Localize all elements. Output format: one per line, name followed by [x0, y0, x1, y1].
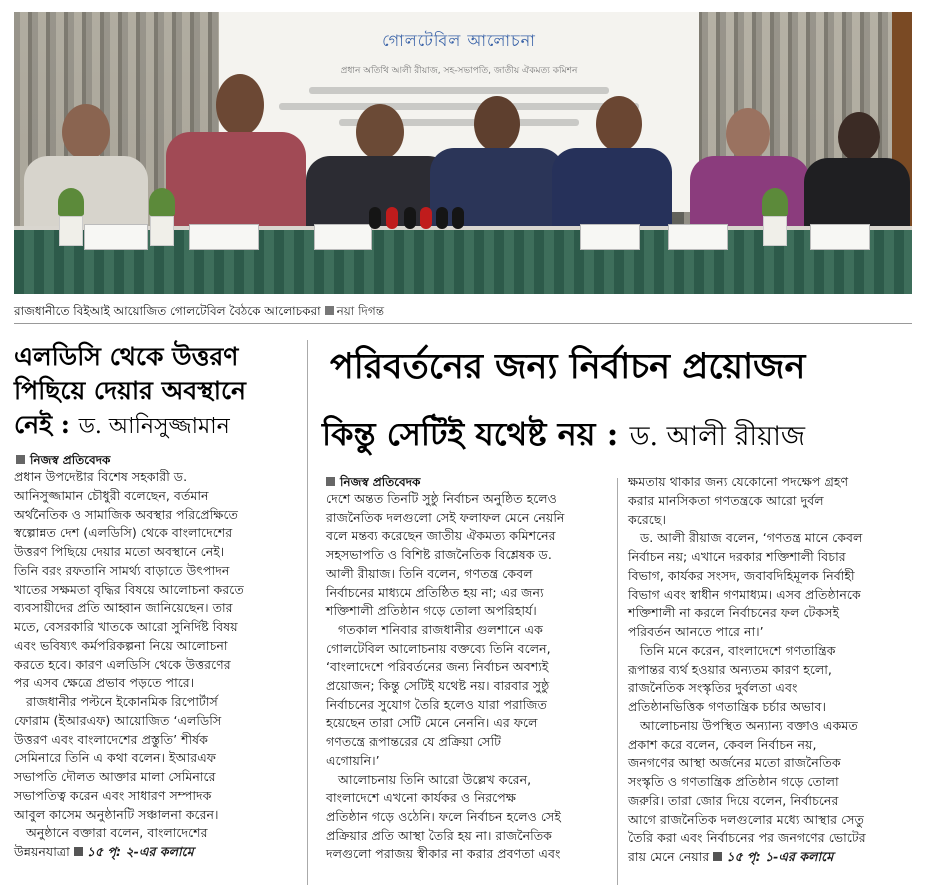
- body-text-line: পর এসব ক্ষেত্রে প্রভাব পড়তে পারে।: [14, 675, 195, 691]
- byline-text: নিজস্ব প্রতিবেদক: [30, 453, 111, 467]
- banner-title: গোলটেবিল আলোচনা: [382, 31, 536, 50]
- body-text-line: শক্তিশালী না করলে নির্বাচনের ফল টেকসই: [628, 605, 840, 621]
- body-text-line: আবুল কাসেম অনুষ্ঠানটি সঞ্চালনা করেন।: [14, 806, 219, 822]
- body-text-line: দেশে অন্তত তিনটি সুষ্ঠু নির্বাচন অনুষ্ঠিত হলেও: [326, 491, 557, 506]
- column-divider: [307, 340, 308, 885]
- square-bullet-icon: [16, 455, 25, 464]
- body-text-line: শক্তিশালী প্রতিষ্ঠান গড়ে তোলা অপরিহার্য।: [326, 603, 537, 619]
- body-text-line: মতে, বেসরকারি খাতকে আরো সুনির্দিষ্ট বিষয়: [14, 619, 238, 634]
- nameplate: [668, 224, 728, 250]
- news-photo: [14, 12, 912, 294]
- plant-pot: [150, 216, 174, 246]
- body-text-line: সভাপতিত্ব করেন এবং সাধারণ সম্পাদক: [14, 787, 212, 803]
- headline-line: পিছিয়ে দেয়ার অবস্থানে: [14, 376, 246, 405]
- body-text-line: রাজধানীর পল্টনে ইকোনমিক রিপোর্টার্স: [26, 694, 218, 709]
- headline-line: [14, 408, 294, 444]
- body-text-line: প্রয়োজন; কিন্তু সেটিই যথেষ্ট নয়। বারবার সুষ্ঠু: [326, 678, 550, 693]
- body-text-line: ক্ষমতায় থাকার জন্য যেকোনো পদক্ষেপ গ্রহণ: [628, 474, 849, 489]
- body-text-line: উত্তরণ পিছিয়ে দেয়ার মতো অবস্থানে নেই।: [14, 544, 225, 559]
- body-text-fragment: রায় মেনে নেয়ার: [628, 849, 710, 864]
- photo-caption: [14, 303, 384, 323]
- headline-byname: ড. আনিসুজ্জামান: [78, 414, 230, 439]
- body-text-line: খাতের সক্ষমতা বৃদ্ধির বিষয়ে আলোচনা করতে: [14, 581, 244, 597]
- body-text-line: বিভাগ, কার্যকর সংসদ, জবাবদিহিমূলক নির্বাহী: [628, 567, 855, 583]
- body-text-line: করার মানসিকতা গণতন্ত্রকে আরো দুর্বল: [628, 492, 824, 508]
- caption-text: রাজধানীতে বিইআই আয়োজিত গোলটেবিল বৈঠকে আলোচকরা: [14, 304, 321, 318]
- body-text-line: প্রতিষ্ঠান গড়ে ওঠেনি। ফলে নির্বাচন হলেও সেই: [326, 808, 561, 824]
- body-text-line: তিনি বরং রফতানি সামর্থ্য বাড়াতে উৎপাদন: [14, 562, 230, 578]
- continued-line: [14, 843, 194, 862]
- body-text-line: উত্তরণ এবং বাংলাদেশের প্রস্তুতি’ শীর্ষক: [14, 731, 208, 747]
- body-text-line: তিনি মনে করেন, বাংলাদেশে গণতান্ত্রিক: [640, 642, 836, 658]
- plant: [149, 188, 175, 216]
- body-text-line: অর্থনৈতিক ও সামাজিক অবস্থার পরিপ্রেক্ষিতে: [14, 506, 238, 522]
- column-divider: [617, 478, 618, 885]
- body-text-line: দলগুলো পরাজয় স্বীকার না করার প্রবণতা এবং: [326, 846, 561, 862]
- body-text-line: আলী রীয়াজ। তিনি বলেন, গণতন্ত্র কেবল: [326, 565, 533, 581]
- body-text-line: রাজনৈতিক দলগুলো সেই ফলাফল মেনে নেয়নি: [326, 509, 565, 525]
- square-bullet-icon: [713, 852, 722, 861]
- square-bullet-icon: [326, 477, 335, 486]
- headline-byname: ড. আলী রীয়াজ: [629, 421, 806, 452]
- body-text-line: জনগণের আস্থা অর্জনের মতো রাজনৈতিক: [628, 755, 841, 771]
- body-text-line: আগে রাজনৈতিক দলগুলোর মধ্যে আস্থার সেতু: [628, 811, 864, 827]
- body-text-line: রূপান্তর ব্যর্থ হওয়ার অন্যতম কারণ হলো,: [628, 661, 832, 677]
- section-divider: [14, 323, 912, 324]
- main-headline-line2: [322, 412, 805, 459]
- left-headline: [14, 340, 294, 444]
- body-text-line: গণতন্ত্রে রূপান্তরের যে প্রক্রিয়া সেটি: [326, 734, 501, 750]
- microphone: [369, 207, 381, 229]
- body-text-line: বাংলাদেশে এখনো কার্যকর ও নিরপেক্ষ: [326, 790, 516, 806]
- headline-line: এলডিসি থেকে উত্তরণ: [14, 342, 239, 371]
- body-text-line: আলোচনায় উপস্থিত অন্যান্য বক্তাও একমত: [640, 717, 858, 733]
- body-text-line: গোলটেবিল আলোচনায় বক্তব্যে তিনি বলেন,: [326, 640, 551, 656]
- body-text-line: প্রধান উপদেষ্টার বিশেষ সহকারী ড.: [14, 469, 188, 484]
- byline-text: নিজস্ব প্রতিবেদক: [340, 475, 421, 489]
- body-text-line: সহসভাপতি ও বিশিষ্ট রাজনৈতিক বিশ্লেষক ড.: [326, 547, 552, 563]
- body-text-line: জরুরি। তারা জোর দিয়ে বলেন, নির্বাচনের: [628, 792, 839, 808]
- continued-on-page-link[interactable]: ১৫ পৃ: ২-এর কলামে: [86, 844, 194, 859]
- nameplate: [314, 224, 372, 250]
- body-text-fragment: উন্নয়নযাত্রা: [14, 844, 70, 859]
- continued-on-page-link[interactable]: ১৫ পৃ: ১-এর কলামে: [726, 849, 834, 864]
- microphone: [386, 207, 398, 229]
- body-text-line: স্বল্পোন্নত দেশ (এলডিসি) থেকে বাংলাদেশের: [14, 525, 233, 541]
- plant: [58, 188, 84, 216]
- nameplate: [189, 224, 259, 250]
- body-text-line: এগোয়নি।’: [326, 752, 380, 768]
- body-text-line: পরিবর্তন আনতে পারে না।’: [628, 624, 764, 639]
- banner-text-line: [279, 103, 639, 110]
- microphone: [420, 207, 432, 229]
- main-headline-line1: পরিবর্তনের জন্য নির্বাচন প্রয়োজন: [330, 346, 806, 387]
- body-text-line: সেমিনারে তিনি এ কথা বলেন। ইআরএফ: [14, 750, 216, 766]
- plant: [762, 188, 788, 216]
- body-text-line: অনুষ্ঠানে বক্তারা বলেন, বাংলাদেশের: [26, 825, 208, 841]
- microphone: [452, 207, 464, 229]
- square-bullet-icon: [325, 306, 334, 315]
- banner-subtitle: প্রধান অতিথি আলী রীয়াজ, সহ-সভাপতি, জাতীয় ঐকমত্য কমিশন: [340, 66, 578, 76]
- nameplate: [810, 224, 870, 250]
- body-text-line: প্রকাশ করে বলেন, কেবল নির্বাচন নয়,: [628, 736, 817, 752]
- continued-line: [628, 848, 833, 867]
- body-text-line: নির্বাচনের সুযোগ তৈরি হলেও যারা পরাজিত: [326, 696, 547, 712]
- body-text-line: আলোচনায় তিনি আরো উল্লেখ করেন,: [338, 771, 532, 787]
- body-text-line: বলে মন্তব্য করেছেন জাতীয় ঐকমত্য কমিশনের: [326, 528, 556, 544]
- body-text-line: তৈরি করা এবং নির্বাচনের পর জনগণের ভোটের: [628, 830, 866, 846]
- body-text-line: প্রক্রিয়ার প্রতি আস্থা তৈরি হয় না। রাজনৈতিক: [326, 827, 552, 843]
- nameplate: [84, 224, 148, 250]
- photo-credit: নয়া দিগন্ত: [336, 304, 384, 318]
- square-bullet-icon: [74, 847, 83, 856]
- body-text-line: প্রতিষ্ঠানভিত্তিক গণতান্ত্রিক চর্চার অভাব।: [628, 699, 827, 714]
- body-text-line: করেছে।: [628, 511, 666, 527]
- body-text-line: নির্বাচনের মাধ্যমে প্রতিষ্ঠিত হয় না; এর জন্য: [326, 584, 544, 600]
- body-text-line: হয়েছেন তারা সেটি মেনে নেননি। এর ফলে: [326, 715, 538, 731]
- headline-part: কিন্তু সেটিই যথেষ্ট নয় :: [322, 415, 619, 453]
- body-text-line: সংস্কৃতি ও গণতান্ত্রিক প্রতিষ্ঠান গড়ে তোলা: [628, 774, 839, 789]
- body-text-line: গতকাল শনিবার রাজধানীর গুলশানে এক: [338, 621, 543, 637]
- body-text-line: সভাপতি দৌলত আক্তার মালা সেমিনারে: [14, 769, 216, 784]
- banner-text-line: [309, 87, 609, 94]
- microphone: [404, 207, 416, 229]
- nameplate: [580, 224, 640, 250]
- microphone: [436, 207, 448, 229]
- plant-pot: [763, 216, 787, 246]
- body-text-line: ‘বাংলাদেশে পরিবর্তনের জন্য নির্বাচন অবশ্যই: [326, 659, 549, 675]
- body-text-line: করতে হবে। কারণ এলডিসি থেকে উত্তরণের: [14, 656, 231, 672]
- body-text-line: ব্যবসায়ীদের প্রতি আহ্বান জানিয়েছেন। তার: [14, 600, 233, 616]
- body-text-line: নির্বাচন নয়; এখানে দরকার শক্তিশালী বিচার: [628, 549, 846, 564]
- body-text-line: ড. আলী রীয়াজ বলেন, ‘গণতন্ত্র মানে কেবল: [640, 530, 863, 546]
- body-text-line: বিভাগ এবং স্বাধীন গণমাধ্যম। এসব প্রতিষ্ঠানকে: [628, 586, 861, 602]
- body-text-line: আনিসুজ্জামান চৌধুরী বলেছেন, বর্তমান: [14, 487, 209, 503]
- body-text-line: রাজনৈতিক সংস্কৃতির দুর্বলতা এবং: [628, 680, 798, 696]
- plant-pot: [59, 216, 83, 246]
- headline-part: নেই :: [14, 410, 71, 439]
- body-text-line: ফোরাম (ইআরএফ) আয়োজিত ‘এলডিসি: [14, 712, 222, 728]
- body-text-line: এবং ভবিষ্যৎ কর্মপরিকল্পনা নিয়ে আলোচনা: [14, 637, 228, 653]
